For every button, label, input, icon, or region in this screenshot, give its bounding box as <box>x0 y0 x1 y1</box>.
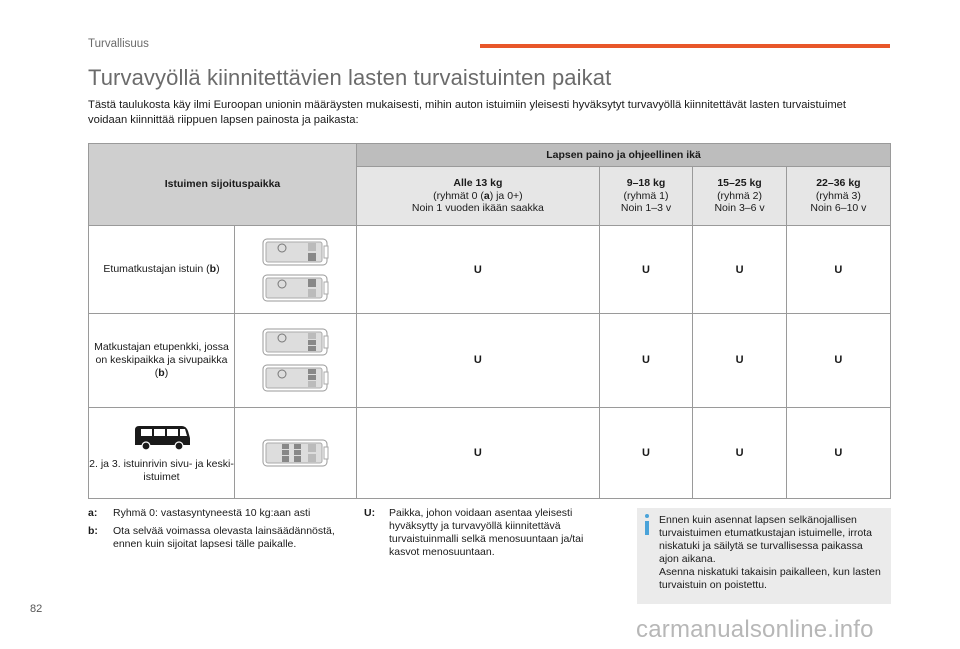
table-cell: U <box>599 407 693 498</box>
intro-text: Tästä taulukosta käy ilmi Euroopan unionin määräysten mukaisesti, mihin auton istuimiin yleisesti hyväksytyt turvavyöllä kiinnitettävät lasten turvaistuimet voidaan kiinnittää riippuen lapsen painosta ja paikasta: <box>88 99 846 126</box>
table-cell: U <box>786 225 890 313</box>
seat-diagram <box>235 225 357 313</box>
seat-label: 2. ja 3. istuinrivin sivu- ja keski-istuimet <box>89 407 235 498</box>
front-seat-diagram-icon <box>262 237 330 267</box>
info-text: Ennen kuin asennat lapsen selkänojallisen turvaistuimen etumatkustajan istuimelle, irrota niskatuki ja säilytä se turvallisessa paikassa ajon aikana. Asenna niskatuki takaisin paikalleen, kun lasten turvaistuin on poistettu. <box>659 514 881 591</box>
table-cell: U <box>786 407 890 498</box>
watermark: carmanualsonline.info <box>636 616 874 643</box>
bench-seat-diagram-icon <box>262 327 330 357</box>
header-accent-bar <box>480 44 890 48</box>
section-label: Turvallisuus <box>88 38 149 50</box>
front-seat-diagram-icon <box>262 273 330 303</box>
seat-diagram <box>235 314 357 407</box>
table-cell: U <box>786 314 890 407</box>
group-header: Alle 13 kg (ryhmät 0 (a) ja 0+) Noin 1 vuoden ikään saakka <box>357 167 600 226</box>
age-weight-header: Lapsen paino ja ohjeellinen ikä <box>357 144 891 167</box>
table-cell: U <box>357 314 600 407</box>
table-cell: U <box>693 314 787 407</box>
table-cell: U <box>599 314 693 407</box>
footnote-a: a: Ryhmä 0: vastasyntyneestä 10 kg:aan asti <box>88 507 311 519</box>
table-row <box>89 407 891 498</box>
page-title: Turvavyöllä kiinnitettävien lasten turvaistuinten paikat <box>88 65 612 90</box>
footnote-b: b: Ota selvää voimassa olevasta lainsäädännöstä, ennen kuin sijoitat lapsesi tälle paikalle. <box>88 525 335 550</box>
seat-position-header: Istuimen sijoituspaikka <box>89 144 357 226</box>
table-cell: U <box>693 225 787 313</box>
page-number: 82 <box>30 603 43 615</box>
table-row <box>89 314 891 407</box>
table-cell: U <box>357 225 600 313</box>
seat-label: Matkustajan etupenkki, jossa on keskipaikka ja sivupaikka (b) <box>89 314 235 407</box>
table-row <box>89 225 891 313</box>
child-seat-table <box>88 143 891 499</box>
group-header: 15–25 kg (ryhmä 2) Noin 3–6 v <box>693 167 787 226</box>
bench-seat-diagram-icon <box>262 363 330 393</box>
table-cell: U <box>357 407 600 498</box>
table-cell: U <box>693 407 787 498</box>
footnote-u: U: Paikka, johon voidaan asentaa yleisesti hyväksytty ja turvavyöllä kiinnitettävä turvaistuinmalli selkä menosuuntaan ja/tai kasvot menosuuntaan. <box>364 507 584 558</box>
seat-diagram <box>235 407 357 498</box>
group-header: 22–36 kg (ryhmä 3) Noin 6–10 v <box>786 167 890 226</box>
info-box <box>637 508 891 604</box>
footnotes <box>88 507 348 556</box>
info-icon <box>645 514 649 535</box>
group-header: 9–18 kg (ryhmä 1) Noin 1–3 v <box>599 167 693 226</box>
rear-seats-diagram-icon <box>262 438 330 468</box>
table-cell: U <box>599 225 693 313</box>
seat-label: Etumatkustajan istuin (b) <box>89 225 235 313</box>
van-icon <box>132 422 192 452</box>
